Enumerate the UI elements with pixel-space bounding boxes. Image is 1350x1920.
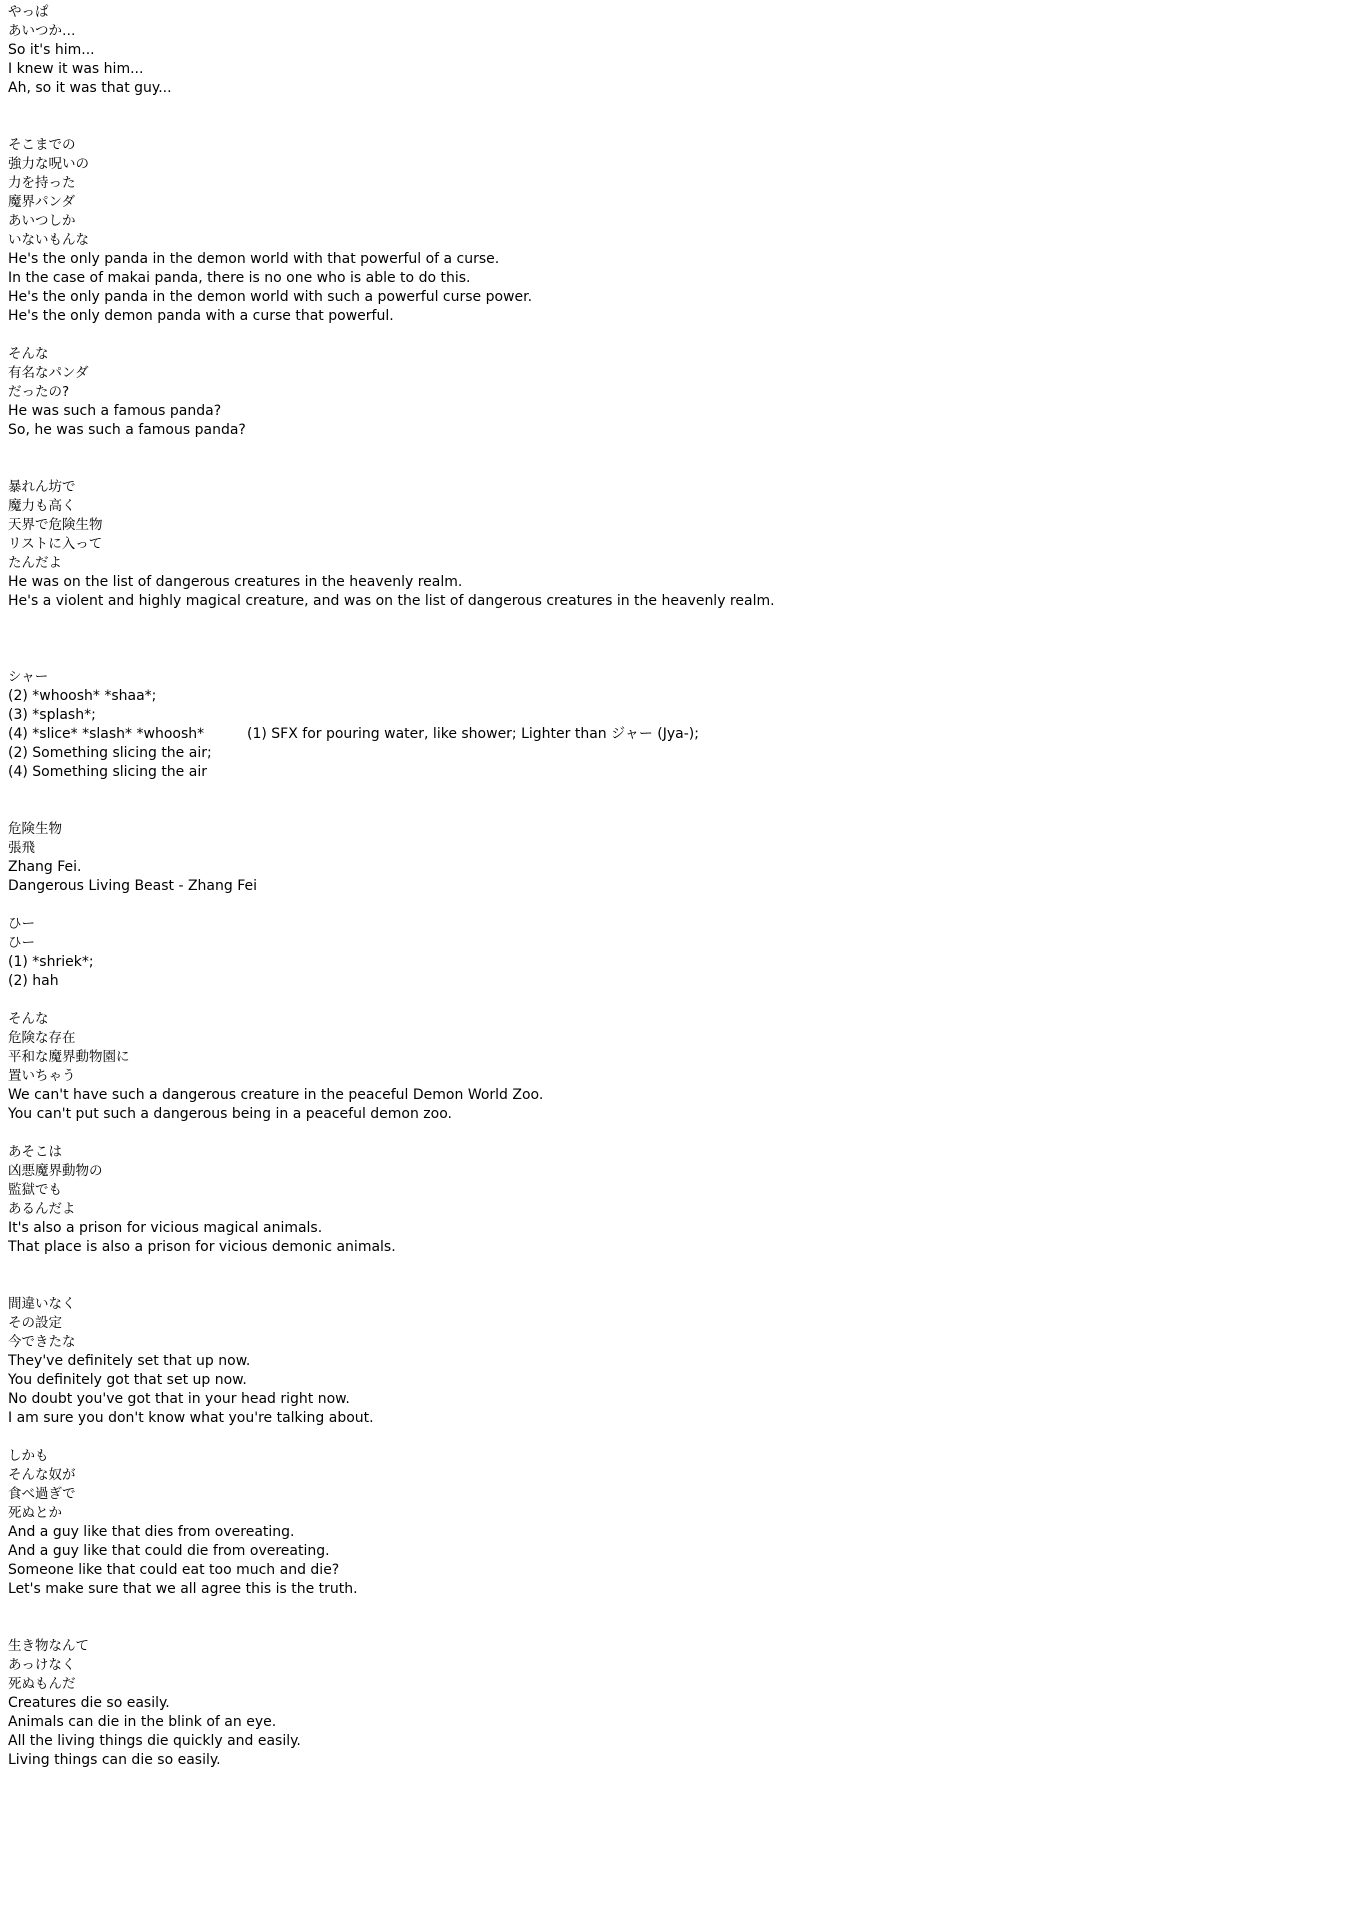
- blank-line: [8, 98, 1338, 117]
- blank-line: [8, 326, 1338, 345]
- blank-line: [8, 896, 1338, 915]
- line-text: I knew it was him...: [8, 61, 144, 77]
- japanese-line: [8, 1656, 1338, 1675]
- blank-line: [8, 611, 1338, 630]
- japanese-line: [8, 1466, 1338, 1485]
- line-text: 置いちゃう: [8, 1068, 76, 1084]
- blank-line: [8, 1124, 1338, 1143]
- japanese-line: [8, 1295, 1338, 1314]
- line-text: リストに入って: [8, 536, 103, 552]
- line-text: 強力な呪いの: [8, 156, 89, 172]
- translation-line: [8, 1694, 1338, 1713]
- line-text: Let's make sure that we all agree this is the truth.: [8, 1581, 358, 1597]
- line-text: 監獄でも: [8, 1182, 62, 1198]
- japanese-line: [8, 212, 1338, 231]
- line-text: シャー: [8, 669, 49, 685]
- translation-line: [8, 402, 1338, 421]
- translation-line: [8, 1713, 1338, 1732]
- japanese-line: [8, 1447, 1338, 1466]
- blank-line: [8, 782, 1338, 801]
- japanese-line: [8, 915, 1338, 934]
- translation-line: [8, 763, 1338, 782]
- text-block: [8, 3, 1338, 136]
- japanese-line: [8, 1675, 1338, 1694]
- japanese-line: [8, 934, 1338, 953]
- line-text: しかも: [8, 1448, 49, 1464]
- line-text: あそこは: [8, 1144, 62, 1160]
- translation-line: [8, 953, 1338, 972]
- blank-line: [8, 1428, 1338, 1447]
- blank-line: [8, 459, 1338, 478]
- japanese-line: [8, 3, 1338, 22]
- line-text: So, he was such a famous panda?: [8, 422, 246, 438]
- line-text: 食べ過ぎで: [8, 1486, 76, 1502]
- translation-line: [8, 250, 1338, 269]
- text-block: [8, 1637, 1338, 1770]
- translation-line: [8, 687, 1338, 706]
- japanese-line: [8, 22, 1338, 41]
- japanese-line: [8, 535, 1338, 554]
- japanese-line: [8, 1029, 1338, 1048]
- line-text: Ah, so it was that guy...: [8, 80, 172, 96]
- line-text: その設定: [8, 1315, 62, 1331]
- text-block: [8, 478, 1338, 668]
- japanese-line: [8, 1333, 1338, 1352]
- blank-line: [8, 649, 1338, 668]
- translation-line: [8, 592, 1338, 611]
- translation-line: [8, 1105, 1338, 1124]
- line-text: Animals can die in the blink of an eye.: [8, 1714, 277, 1730]
- line-text: あるんだよ: [8, 1201, 76, 1217]
- line-text: You definitely got that set up now.: [8, 1372, 247, 1388]
- japanese-line: [8, 1048, 1338, 1067]
- line-text: あいつか…: [8, 23, 76, 39]
- line-text: We can't have such a dangerous creature in the peaceful Demon World Zoo.: [8, 1087, 544, 1103]
- line-text: He was such a famous panda?: [8, 403, 222, 419]
- line-text: And a guy like that could die from overeating.: [8, 1543, 330, 1559]
- blank-line: [8, 991, 1338, 1010]
- line-text: (3) *splash*;: [8, 707, 96, 723]
- line-text: Creatures die so easily.: [8, 1695, 170, 1711]
- text-block: [8, 1143, 1338, 1295]
- translation-line: [8, 79, 1338, 98]
- translation-document: [8, 3, 1338, 1770]
- translation-line: [8, 877, 1338, 896]
- translation-line: [8, 573, 1338, 592]
- line-text: All the living things die quickly and easily.: [8, 1733, 301, 1749]
- sfx-note: (1) SFX for pouring water, like shower; Lighter than ジャー (Jya-);: [247, 726, 699, 742]
- line-text: あっけなく: [8, 1657, 76, 1673]
- japanese-line: [8, 364, 1338, 383]
- translation-line: [8, 1219, 1338, 1238]
- japanese-line: [8, 1143, 1338, 1162]
- japanese-line: [8, 1314, 1338, 1333]
- japanese-line: [8, 554, 1338, 573]
- line-text: ひー: [8, 916, 35, 932]
- text-block: [8, 136, 1338, 345]
- blank-line: [8, 1599, 1338, 1618]
- line-text: You can't put such a dangerous being in a peaceful demon zoo.: [8, 1106, 452, 1122]
- japanese-line: [8, 155, 1338, 174]
- japanese-line: [8, 1200, 1338, 1219]
- blank-line: [8, 1257, 1338, 1276]
- line-text: 有名なパンダ: [8, 365, 89, 381]
- line-text: It's also a prison for vicious magical animals.: [8, 1220, 323, 1236]
- line-text: (2) hah: [8, 973, 59, 989]
- translation-line: [8, 706, 1338, 725]
- japanese-line: [8, 516, 1338, 535]
- text-block: [8, 668, 1338, 820]
- translation-line: [8, 1086, 1338, 1105]
- translation-line: [8, 1732, 1338, 1751]
- line-text: Someone like that could eat too much and die?: [8, 1562, 340, 1578]
- line-text: 魔力も高く: [8, 498, 76, 514]
- line-text: I am sure you don't know what you're talking about.: [8, 1410, 374, 1426]
- line-text: いないもんな: [8, 232, 89, 248]
- line-text: That place is also a prison for vicious demonic animals.: [8, 1239, 396, 1255]
- blank-line: [8, 117, 1338, 136]
- line-text: He's the only panda in the demon world with that powerful of a curse.: [8, 251, 500, 267]
- translation-line: [8, 288, 1338, 307]
- line-text: だったの?: [8, 384, 70, 400]
- japanese-line: [8, 668, 1338, 687]
- line-text: ひー: [8, 935, 35, 951]
- line-text: 暴れん坊で: [8, 479, 76, 495]
- line-text: 天界で危険生物: [8, 517, 103, 533]
- japanese-line: [8, 231, 1338, 250]
- blank-line: [8, 1618, 1338, 1637]
- line-text: 死ぬもんだ: [8, 1676, 76, 1692]
- line-text: So it's him...: [8, 42, 95, 58]
- text-block: [8, 345, 1338, 478]
- text-block: [8, 1295, 1338, 1447]
- japanese-line: [8, 478, 1338, 497]
- translation-line: [8, 60, 1338, 79]
- line-text: 凶悪魔界動物の: [8, 1163, 103, 1179]
- line-text: 今できたな: [8, 1334, 76, 1350]
- japanese-line: [8, 1637, 1338, 1656]
- translation-line: [8, 744, 1338, 763]
- translation-line: [8, 1238, 1338, 1257]
- japanese-line: [8, 136, 1338, 155]
- line-text: And a guy like that dies from overeating.: [8, 1524, 295, 1540]
- line-text: 魔界パンダ: [8, 194, 75, 210]
- japanese-line: [8, 1010, 1338, 1029]
- line-text: He's the only panda in the demon world with such a powerful curse power.: [8, 289, 533, 305]
- line-text: (2) Something slicing the air;: [8, 745, 212, 761]
- blank-line: [8, 440, 1338, 459]
- line-text: He's a violent and highly magical creature, and was on the list of dangerous creatures in the heavenly realm.: [8, 593, 775, 609]
- line-text: やっぱ: [8, 4, 49, 20]
- japanese-line: [8, 1181, 1338, 1200]
- line-text: そんな: [8, 346, 49, 362]
- translation-line: [8, 1751, 1338, 1770]
- line-text: そんな奴が: [8, 1467, 76, 1483]
- blank-line: [8, 1276, 1338, 1295]
- text-block: [8, 820, 1338, 915]
- japanese-line: [8, 497, 1338, 516]
- blank-line: [8, 801, 1338, 820]
- translation-line: [8, 1580, 1338, 1599]
- line-text: (4) Something slicing the air: [8, 764, 207, 780]
- line-text: 危険な存在: [8, 1030, 76, 1046]
- line-text: He's the only demon panda with a curse that powerful.: [8, 308, 394, 324]
- blank-line: [8, 630, 1338, 649]
- japanese-line: [8, 1504, 1338, 1523]
- translation-line: [8, 1409, 1338, 1428]
- japanese-line: [8, 1485, 1338, 1504]
- japanese-line: [8, 1162, 1338, 1181]
- translation-line: [8, 972, 1338, 991]
- translation-line: [8, 858, 1338, 877]
- translation-line: [8, 1390, 1338, 1409]
- translation-line: [8, 307, 1338, 326]
- line-text: そんな: [8, 1011, 49, 1027]
- line-text: No doubt you've got that in your head right now.: [8, 1391, 350, 1407]
- line-text: 危険生物: [8, 821, 62, 837]
- text-block: [8, 1447, 1338, 1637]
- line-text: あいつしか: [8, 213, 76, 229]
- line-text: Zhang Fei.: [8, 859, 82, 875]
- line-text: Dangerous Living Beast - Zhang Fei: [8, 878, 258, 894]
- line-text: (1) *shriek*;: [8, 954, 94, 970]
- japanese-line: [8, 1067, 1338, 1086]
- translation-line: [8, 421, 1338, 440]
- line-text: In the case of makai panda, there is no one who is able to do this.: [8, 270, 471, 286]
- text-block: [8, 915, 1338, 1010]
- line-text: 張飛: [8, 840, 35, 856]
- line-text: Living things can die so easily.: [8, 1752, 221, 1768]
- line-text: 間違いなく: [8, 1296, 76, 1312]
- line-text: たんだよ: [8, 555, 62, 571]
- line-text: (2) *whoosh* *shaa*;: [8, 688, 157, 704]
- line-text: 生き物なんて: [8, 1638, 89, 1654]
- japanese-line: [8, 345, 1338, 364]
- japanese-line: [8, 174, 1338, 193]
- translation-line: [8, 41, 1338, 60]
- japanese-line: [8, 839, 1338, 858]
- text-block: [8, 1010, 1338, 1143]
- line-text: They've definitely set that up now.: [8, 1353, 251, 1369]
- translation-line: [8, 1352, 1338, 1371]
- translation-line: [8, 1561, 1338, 1580]
- line-text: そこまでの: [8, 137, 76, 153]
- japanese-line: [8, 383, 1338, 402]
- translation-line: [8, 1523, 1338, 1542]
- line-text: 死ぬとか: [8, 1505, 62, 1521]
- line-text: 平和な魔界動物園に: [8, 1049, 130, 1065]
- line-text: 力を持った: [8, 175, 76, 191]
- translation-line: [8, 725, 1338, 744]
- line-text: He was on the list of dangerous creatures in the heavenly realm.: [8, 574, 463, 590]
- japanese-line: [8, 820, 1338, 839]
- translation-line: [8, 1371, 1338, 1390]
- translation-line: [8, 269, 1338, 288]
- line-text: (4) *slice* *slash* *whoosh*: [8, 726, 205, 742]
- translation-line: [8, 1542, 1338, 1561]
- japanese-line: [8, 193, 1338, 212]
